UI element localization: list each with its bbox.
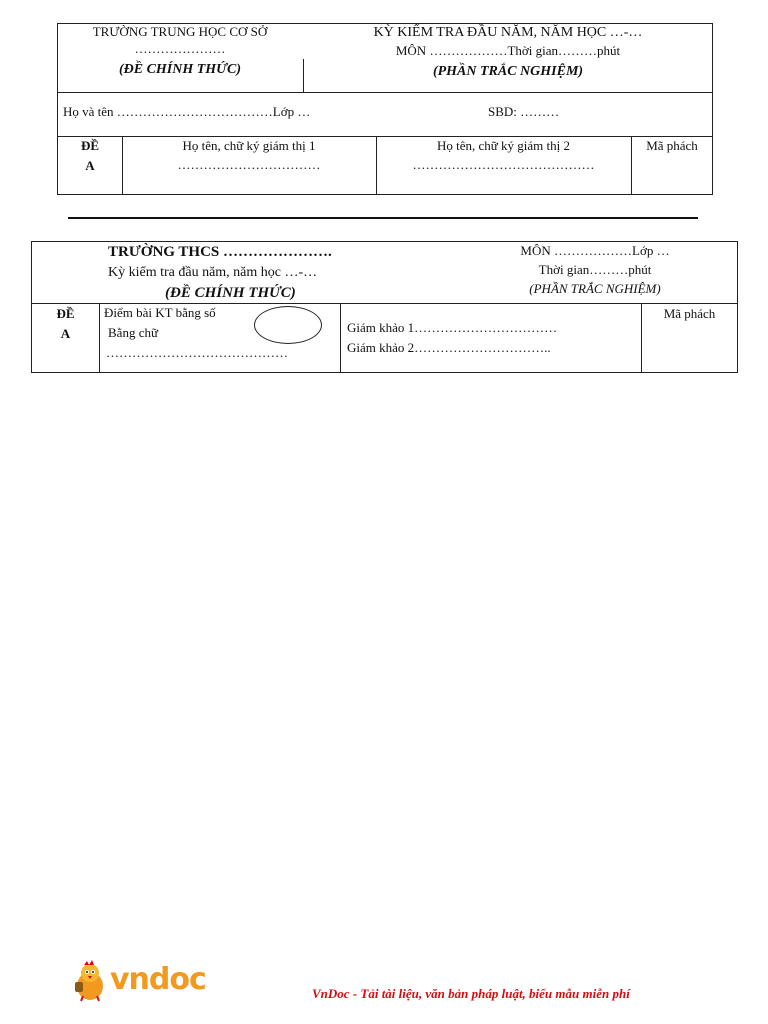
form1-code-label: Mã phách <box>646 138 698 153</box>
form1-subject-time: MÔN ………………Thời gian………phút <box>395 43 621 58</box>
form2-score-words-label: Bằng chữ <box>108 325 159 340</box>
form1-school-dots: ………………… <box>134 41 226 56</box>
form2-de-label: ĐỀ <box>56 306 75 321</box>
form1-proctor-2-dots: …………………………………… <box>412 157 595 172</box>
form1-divider-2 <box>58 136 712 137</box>
form2-examiner-2: Giám khảo 2………………………….. <box>347 340 551 355</box>
form1-official-label: (ĐỀ CHÍNH THỨC) <box>118 62 242 77</box>
form1-divider-1 <box>58 92 712 93</box>
form2-code-label: Mã phách <box>663 306 716 321</box>
form1-de-label: ĐỀ <box>80 138 100 153</box>
form2-vline-score <box>340 303 341 372</box>
form1-section-label: (PHẦN TRẮC NGHIỆM) <box>432 64 584 79</box>
score-circle <box>254 306 322 344</box>
form2-examiner-1: Giám khảo 1…………………………… <box>347 320 558 335</box>
form1-proctor-1-label: Họ tên, chữ ký giám thị 1 <box>182 138 316 153</box>
form1-sbd: SBD: ……… <box>488 104 560 119</box>
cut-line <box>68 217 698 219</box>
form2-score-number-label: Điểm bài KT bằng số <box>104 305 216 320</box>
form1-de-letter: A <box>85 158 95 173</box>
form2-subject-class: MÔN ………………Lớp … <box>520 243 670 258</box>
form2-score-dots: …………………………………… <box>106 345 288 360</box>
form2-official-label: (ĐỀ CHÍNH THỨC) <box>165 285 296 301</box>
form2-divider <box>32 303 737 304</box>
form1-exam-title: KỲ KIỂM TRA ĐẦU NĂM, NĂM HỌC …-… <box>373 25 643 40</box>
form2-vline-de <box>99 303 100 372</box>
form1-proctor-2-label: Họ tên, chữ ký giám thị 2 <box>436 138 571 153</box>
form2-section-label: (PHẦN TRẮC NGHIỆM) <box>529 281 661 296</box>
vndoc-mascot-icon <box>70 960 110 1002</box>
form2-exam: Kỳ kiểm tra đầu năm, năm học …-… <box>108 265 318 280</box>
form1-name-class: Họ và tên ………………………………Lớp … <box>63 104 311 119</box>
form1-school-line: TRƯỜNG TRUNG HỌC CƠ SỞ <box>92 24 268 39</box>
footer-tagline: VnDoc - Tải tài liệu, văn bản pháp luật, biểu mẫu miễn phí <box>312 986 630 1001</box>
vndoc-logo: vndoc <box>110 962 206 997</box>
form2-school: TRƯỜNG THCS …………………. <box>108 244 332 260</box>
form1-proctor-1-dots: …………………………… <box>177 157 321 172</box>
form2-de-letter: A <box>60 326 71 341</box>
form2-time: Thời gian………phút <box>538 262 652 277</box>
